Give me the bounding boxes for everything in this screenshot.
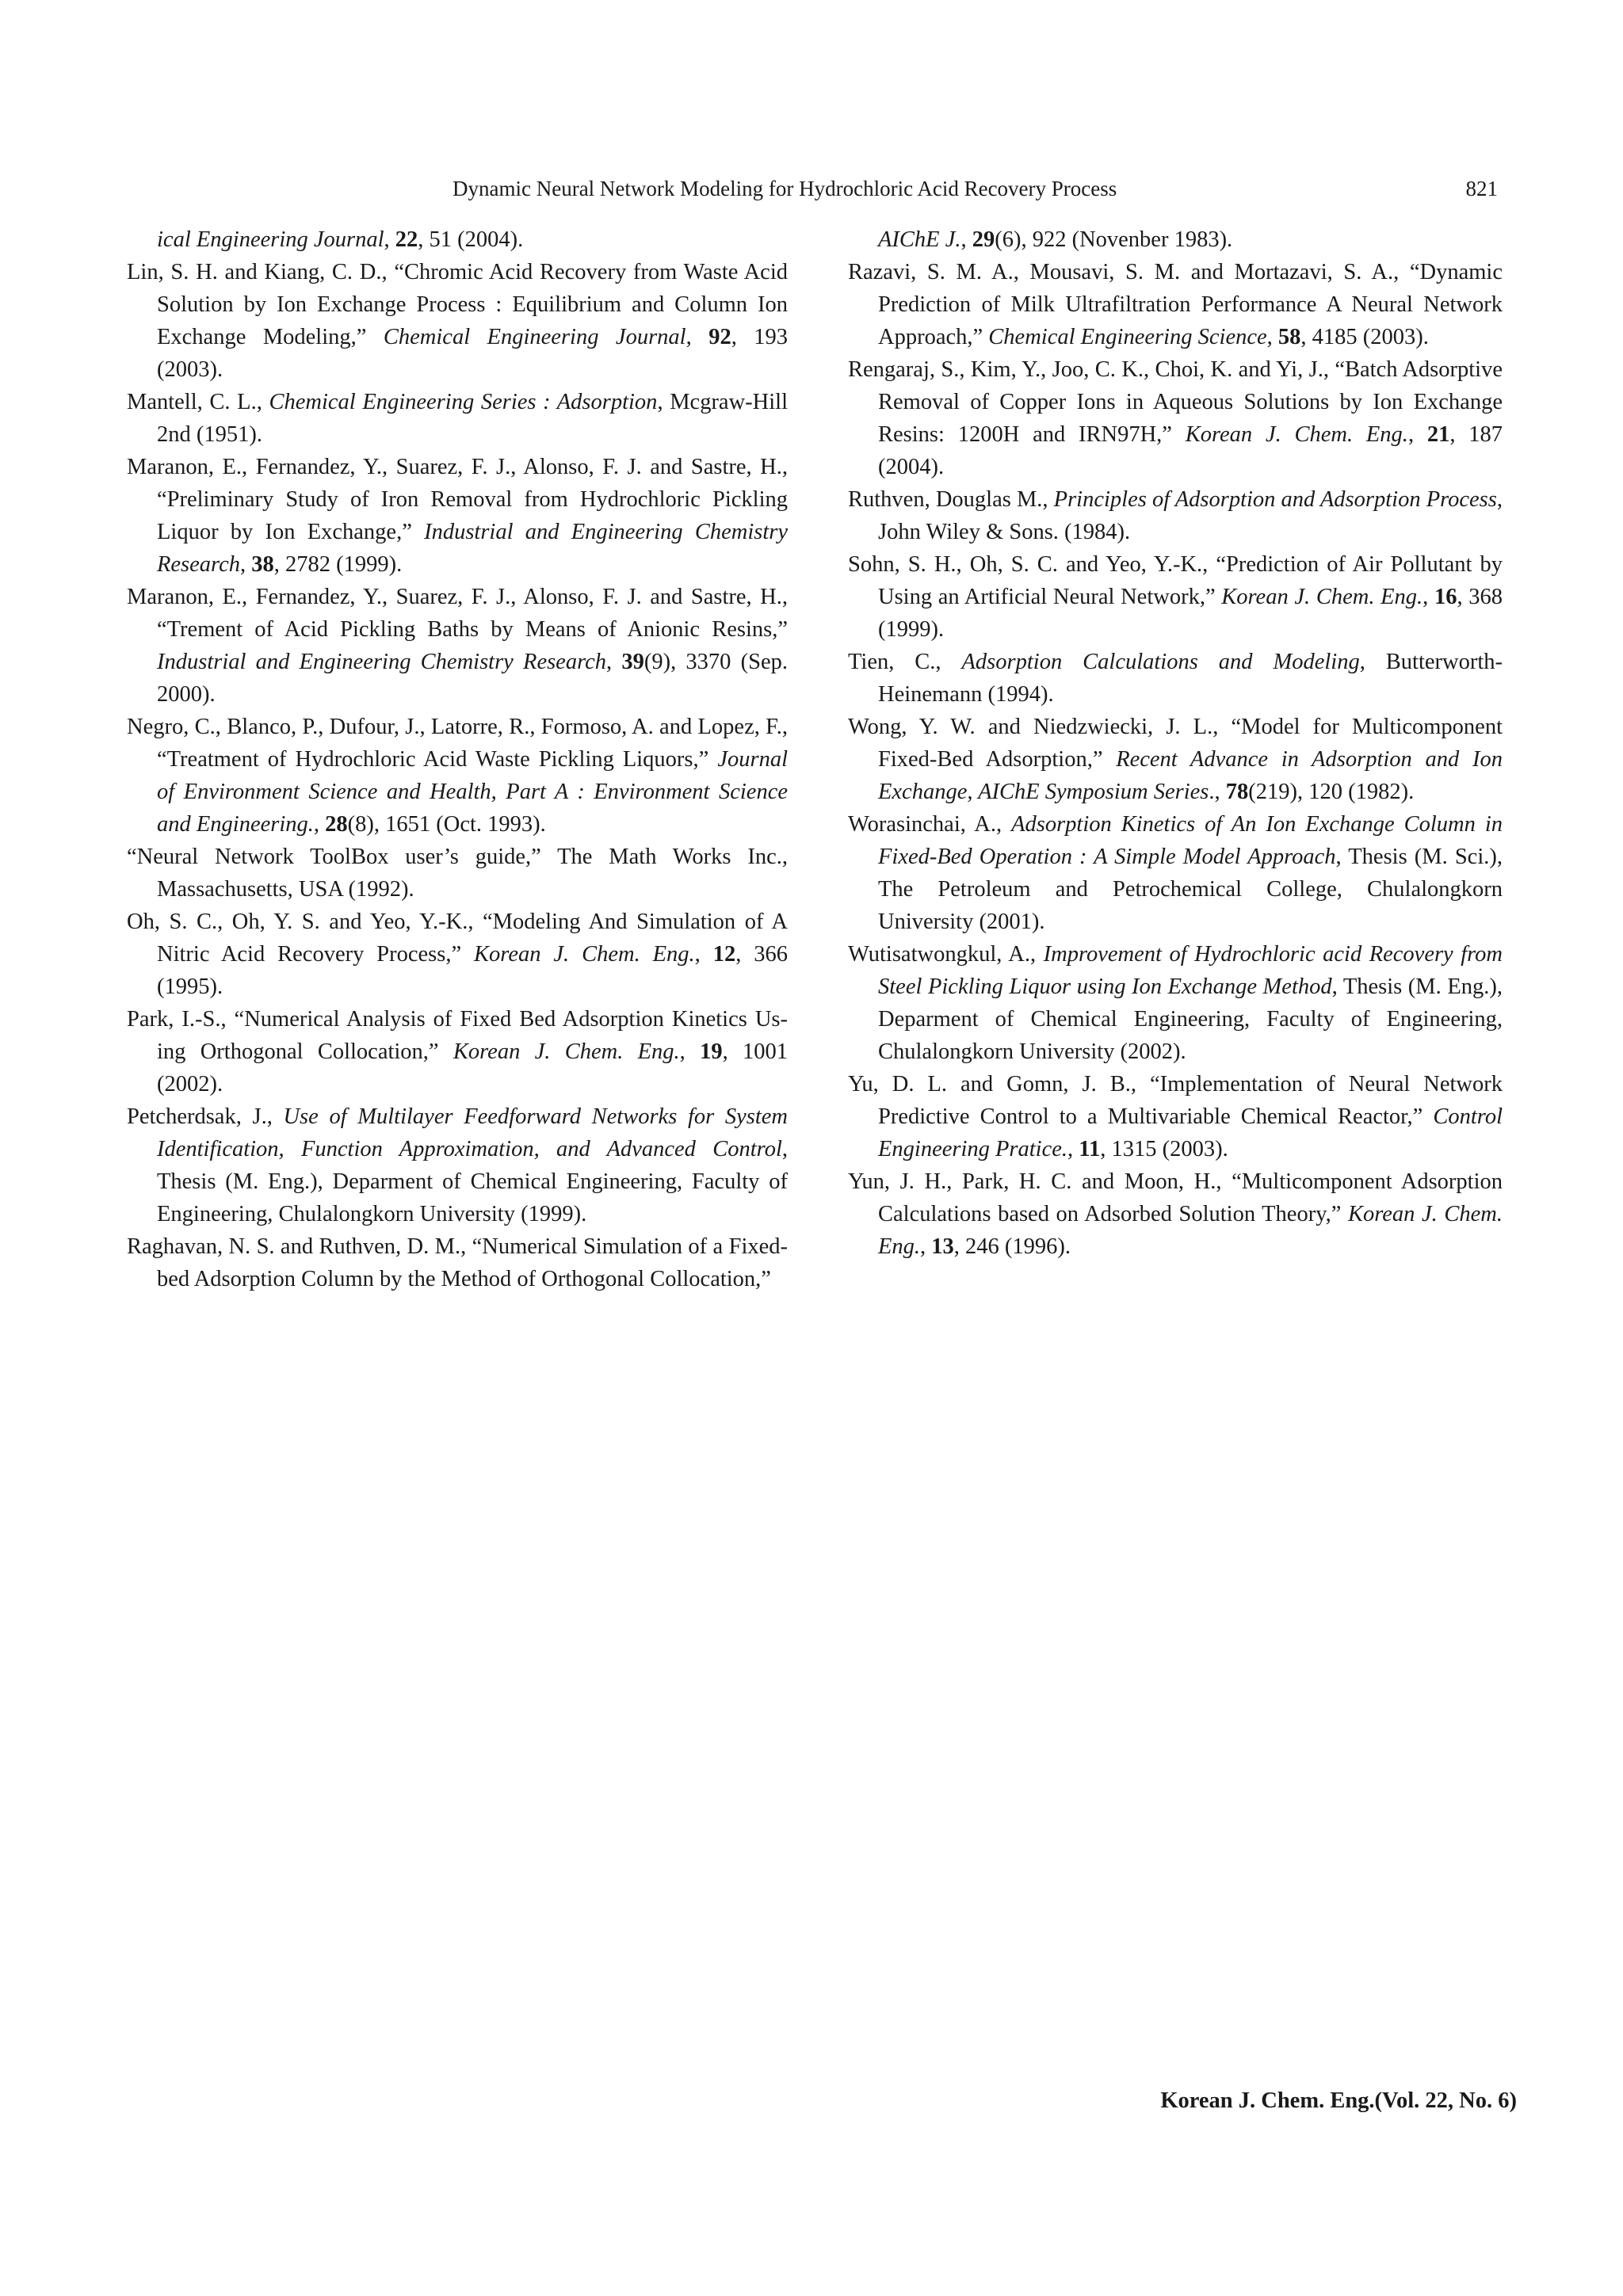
reference-italic-text: Control Engineering Pratice.: [878, 1104, 1503, 1161]
reference-text: Wong, Y. W. and Niedzwiecki, J. L., “Model for Multicomponent Fixed-Bed Adsorption,”: [848, 715, 1503, 772]
reference-volume: 29: [972, 227, 995, 252]
reference-continuation: [848, 223, 1503, 256]
reference-entry: [127, 841, 788, 906]
reference-italic-text: Korean J. Chem. Eng.: [453, 1039, 680, 1064]
reference-entry: [127, 906, 788, 1003]
reference-volume: 16: [1434, 585, 1457, 609]
reference-italic-text: Industrial and Engineering Chemistry Research: [157, 650, 607, 674]
reference-italic-text: Industrial and Engineering Chemistry Research: [157, 520, 788, 577]
reference-text: ,: [920, 1234, 932, 1259]
reference-text: , John Wiley & Sons. (1984).: [878, 487, 1503, 544]
reference-entry: [127, 451, 788, 581]
reference-text: , Thesis (M. Eng.), Deparment of Chemical Engineering, Faculty of Engineering, Chulalongkorn University (1999).: [157, 1137, 788, 1226]
reference-text: Maranon, E., Fernandez, Y., Suarez, F. J., Alonso, F. J. and Sastre, H., “Preliminary Study of Iron Removal from Hydrochloric Pickling Liquor by Ion Exchange,”: [127, 455, 788, 544]
reference-text: Raghavan, N. S. and Ruthven, D. M., “Numerical Simulation of a Fixed-bed Adsorption Column by the Method of Orthogonal Collocation,”: [127, 1234, 788, 1291]
reference-text: Sohn, S. H., Oh, S. C. and Yeo, Y.-K., “Prediction of Air Pollutant by Using an Artificial Neural Network,”: [848, 552, 1503, 609]
reference-text: ,: [694, 942, 713, 967]
journal-footer: Korean J. Chem. Eng.(Vol. 22, No. 6): [1160, 2088, 1517, 2113]
reference-entry: [127, 1230, 788, 1295]
reference-text: , 51 (2004).: [418, 227, 524, 252]
reference-text: , 368 (1999).: [878, 585, 1503, 642]
reference-text: Oh, S. C., Oh, Y. S. and Yeo, Y.-K., “Modeling And Simulation of A Nitric Acid Recovery Process,”: [127, 910, 788, 967]
reference-entry: [848, 1165, 1503, 1263]
reference-volume: 19: [700, 1039, 723, 1064]
reference-text: Negro, C., Blanco, P., Dufour, J., Latorre, R., Formoso, A. and Lopez, F., “Treatment of Hydrochloric Acid Waste Pickling Liquors,”: [127, 715, 788, 772]
reference-volume: 28: [325, 812, 348, 837]
reference-italic-text: Adsorption Calculations and Modeling: [961, 650, 1360, 674]
reference-text: Razavi, S. M. A., Mousavi, S. M. and Mortazavi, S. A., “Dynamic Prediction of Milk Ultrafiltration Performance A Neural Network Approach,”: [848, 260, 1503, 349]
reference-entry: [848, 1068, 1503, 1165]
reference-text: ,: [679, 1039, 701, 1064]
reference-text: Ruthven, Douglas M.,: [848, 487, 1054, 512]
reference-volume: 78: [1225, 780, 1249, 804]
reference-text: Mantell, C. L.,: [127, 390, 269, 414]
reference-entry: [848, 353, 1503, 483]
reference-text: , 246 (1996).: [953, 1234, 1071, 1259]
reference-entry: [127, 711, 788, 841]
reference-text: Worasinchai, A.,: [848, 812, 1012, 837]
reference-text: Wutisatwongkul, A.,: [848, 942, 1044, 967]
reference-volume: 22: [395, 227, 418, 252]
reference-text: Petcherdsak, J.,: [127, 1104, 284, 1129]
reference-text: (219), 120 (1982).: [1248, 780, 1415, 804]
reference-italic-text: Chemical Engineering Series : Adsorption: [269, 390, 658, 414]
reference-italic-text: Principles of Adsorption and Adsorption Process: [1053, 487, 1497, 512]
reference-volume: 11: [1079, 1137, 1101, 1161]
reference-text: , Thesis (M. Sci.), The Petroleum and Petrochemical College, Chulalongkorn University (2001).: [878, 845, 1503, 934]
reference-italic-text: AIChE J.: [878, 227, 961, 252]
reference-volume: 38: [251, 552, 274, 577]
reference-text: (6), 922 (Novenber 1983).: [995, 227, 1233, 252]
reference-italic-text: Journal of Environment Science and Health, Part A : Environment Science and Engineering.: [157, 747, 788, 837]
reference-text: (8), 1651 (Oct. 1993).: [347, 812, 546, 837]
running-head-title: Dynamic Neural Network Modeling for Hydrochloric Acid Recovery Process: [453, 177, 1117, 200]
reference-italic-text: Korean J. Chem. Eng.: [878, 1202, 1503, 1259]
reference-text: ,: [239, 552, 252, 577]
reference-text: Park, I.-S., “Numerical Analysis of Fixed Bed Adsorption Kinetics Us- ing Orthogonal Collocation,”: [127, 1007, 788, 1064]
reference-italic-text: Korean J. Chem. Eng.: [474, 942, 695, 967]
reference-entry: [127, 1100, 788, 1230]
reference-entry: [848, 256, 1503, 353]
reference-text: ,: [1407, 422, 1427, 447]
reference-volume: 39: [621, 650, 644, 674]
reference-italic-text: Korean J. Chem. Eng.: [1221, 585, 1423, 609]
reference-text: Yun, J. H., Park, H. C. and Moon, H., “Multicomponent Adsorption Calculations based on Adsorbed Solution Theory,”: [848, 1169, 1503, 1226]
reference-text: Lin, S. H. and Kiang, C. D., “Chromic Acid Recovery from Waste Acid Solution by Ion Exchange Process : Equilibrium and Column Ion Exchange Modeling,”: [127, 260, 788, 349]
reference-italic-text: Korean J. Chem. Eng.: [1185, 422, 1408, 447]
reference-volume: 12: [712, 942, 736, 967]
reference-text: ,: [1266, 325, 1278, 349]
reference-entry: [848, 938, 1503, 1068]
references-column-right: [848, 223, 1503, 1263]
reference-text: ,: [685, 325, 709, 349]
reference-entry: [127, 256, 788, 386]
reference-volume: 21: [1426, 422, 1450, 447]
reference-text: “Neural Network ToolBox user’s guide,” The Math Works Inc., Massachusetts, USA (1992).: [127, 845, 788, 902]
reference-text: Maranon, E., Fernandez, Y., Suarez, F. J., Alonso, F. J. and Sastre, H., “Trement of Acid Pickling Baths by Means of Anionic Resins,”: [127, 585, 788, 642]
reference-volume: 58: [1277, 325, 1301, 349]
reference-text: , 366 (1995).: [157, 942, 788, 999]
reference-volume: 13: [931, 1234, 954, 1259]
reference-italic-text: Improvement of Hydrochloric acid Recovery from Steel Pickling Liquor using Ion Exchange Method: [878, 942, 1503, 999]
reference-entry: [127, 386, 788, 451]
reference-text: ,: [384, 227, 395, 252]
reference-text: Rengaraj, S., Kim, Y., Joo, C. K., Choi, K. and Yi, J., “Batch Adsorptive Removal of Copper Ions in Aqueous Solutions by Ion Exchange Resins: 1200H and IRN97H,”: [848, 357, 1503, 447]
reference-text: , Thesis (M. Eng.), Deparment of Chemical Engineering, Faculty of Engineering, Chulalongkorn University (2002).: [878, 974, 1503, 1064]
reference-italic-text: Use of Multilayer Feedforward Networks for System Identification, Function Approximation, and Advanced Control: [157, 1104, 788, 1161]
reference-entry: [127, 1003, 788, 1100]
reference-text: Tien, C.,: [848, 650, 962, 674]
references-column-left: [127, 223, 788, 1295]
reference-volume: 92: [708, 325, 731, 349]
reference-text: , Butterworth-Heinemann (1994).: [878, 650, 1503, 707]
reference-italic-text: ical Engineering Journal: [157, 227, 384, 252]
reference-italic-text: Chemical Engineering Journal: [383, 325, 686, 349]
reference-text: , 1001 (2002).: [157, 1039, 789, 1097]
reference-text: , 193 (2003).: [157, 325, 789, 382]
reference-text: (9), 3370 (Sep. 2000).: [157, 650, 788, 707]
reference-text: ,: [1067, 1137, 1079, 1161]
reference-entry: [848, 483, 1503, 548]
reference-text: , Mcgraw-Hill 2nd (1951).: [157, 390, 788, 447]
reference-text: , 4185 (2003).: [1300, 325, 1429, 349]
reference-text: Yu, D. L. and Gomn, J. B., “Implementation of Neural Network Predictive Control to a Multivariable Chemical Reactor,”: [848, 1072, 1503, 1129]
reference-entry: [127, 581, 788, 711]
reference-entry: [848, 711, 1503, 808]
reference-entry: [848, 808, 1503, 938]
reference-italic-text: Adsorption Kinetics of An Ion Exchange Column in Fixed-Bed Operation : A Simple Model Approach: [878, 812, 1503, 869]
reference-text: ,: [960, 227, 972, 252]
reference-continuation: [127, 223, 788, 256]
page-number: 821: [1465, 177, 1498, 200]
running-head: [127, 171, 1498, 206]
reference-italic-text: Chemical Engineering Science: [988, 325, 1267, 349]
reference-text: .,: [1209, 780, 1226, 804]
reference-entry: [848, 646, 1503, 711]
reference-entry: [848, 548, 1503, 646]
reference-text: ,: [313, 812, 326, 837]
reference-text: ,: [1423, 585, 1434, 609]
reference-text: , 2782 (1999).: [273, 552, 403, 577]
reference-text: , 1315 (2003).: [1100, 1137, 1228, 1161]
reference-text: ,: [606, 650, 622, 674]
reference-text: , 187 (2004).: [878, 422, 1503, 479]
reference-italic-text: Recent Advance in Adsorption and Ion Exchange, AIChE Symposium Series: [878, 747, 1503, 804]
